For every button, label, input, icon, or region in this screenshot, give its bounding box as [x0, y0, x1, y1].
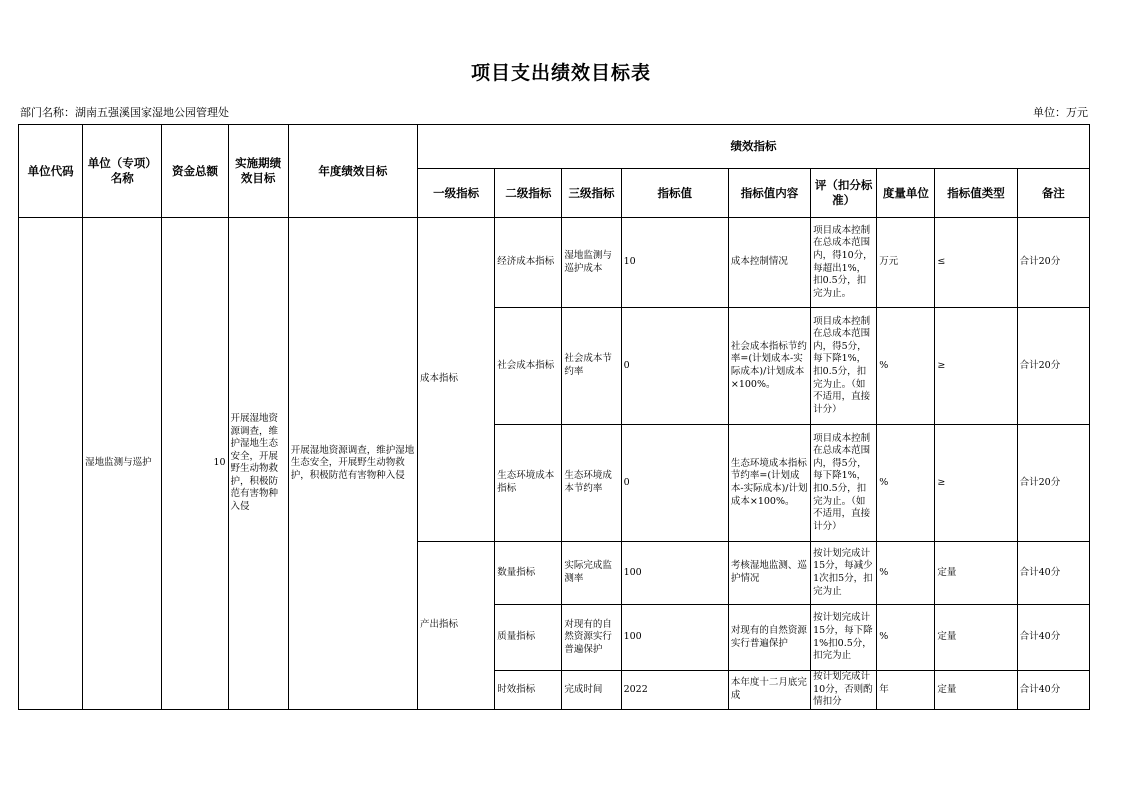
remark-cell: 合计40分 — [1017, 671, 1089, 710]
level2-cell: 质量指标 — [495, 605, 562, 671]
content-cell: 对现有的自然资源实行普遍保护 — [728, 605, 810, 671]
header-level3: 三级指标 — [562, 169, 621, 218]
header-total-funds: 资金总额 — [162, 125, 228, 218]
remark-cell: 合计40分 — [1017, 542, 1089, 605]
level2-cell: 经济成本指标 — [495, 218, 562, 308]
header-unit-measure: 度量单位 — [877, 169, 935, 218]
level2-cell: 数量指标 — [495, 542, 562, 605]
value-type-cell: ≥ — [935, 425, 1017, 542]
header-performance-indicators: 绩效指标 — [418, 125, 1090, 169]
level3-cell: 生态环境成本节约率 — [562, 425, 621, 542]
value-cell: 100 — [621, 605, 728, 671]
scoring-cell: 项目成本控制在总成本范围内，得5分，每下降1%，扣0.5分，扣完为止。（如不适用，直接计分） — [811, 308, 877, 425]
header-remark: 备注 — [1017, 169, 1089, 218]
value-type-cell: ≤ — [935, 218, 1017, 308]
department-name: 部门名称：湖南五强溪国家湿地公园管理处 — [20, 106, 229, 119]
level3-cell: 湿地监测与巡护成本 — [562, 218, 621, 308]
value-cell: 100 — [621, 542, 728, 605]
unit-measure-cell: % — [877, 605, 935, 671]
level3-cell: 完成时间 — [562, 671, 621, 710]
header-unit-name: 单位（专项）名称 — [83, 125, 162, 218]
content-cell: 生态环境成本指标节约率=(计划成本-实际成本)/计划成本×100%。 — [728, 425, 810, 542]
remark-cell: 合计20分 — [1017, 308, 1089, 425]
level3-cell: 实际完成监测率 — [562, 542, 621, 605]
level2-cell: 生态环境成本指标 — [495, 425, 562, 542]
level2-cell: 时效指标 — [495, 671, 562, 710]
level3-cell: 社会成本节约率 — [562, 308, 621, 425]
performance-target-table — [18, 124, 1090, 710]
currency-unit: 单位：万元 — [1033, 106, 1088, 119]
value-type-cell: ≥ — [935, 308, 1017, 425]
value-cell: 2022 — [621, 671, 728, 710]
value-cell: 10 — [621, 218, 728, 308]
value-cell: 0 — [621, 425, 728, 542]
scoring-cell: 按计划完成计10分，否则酌情扣分 — [811, 671, 877, 710]
value-type-cell: 定量 — [935, 605, 1017, 671]
period-goal-cell: 开展湿地资源调查，维护湿地生态安全，开展野生动物救护，积极防范有害物种入侵 — [228, 218, 288, 710]
header-value: 指标值 — [621, 169, 728, 218]
unit-measure-cell: 万元 — [877, 218, 935, 308]
scoring-cell: 项目成本控制在总成本范围内，得10分，每超出1%，扣0.5分，扣完为止。 — [811, 218, 877, 308]
value-type-cell: 定量 — [935, 542, 1017, 605]
level2-cell: 社会成本指标 — [495, 308, 562, 425]
header-row-1 — [19, 125, 1090, 169]
header-value-type: 指标值类型 — [935, 169, 1017, 218]
content-cell: 考核湿地监测、巡护情况 — [728, 542, 810, 605]
header-unit-code: 单位代码 — [19, 125, 83, 218]
unit-measure-cell: % — [877, 542, 935, 605]
content-cell: 社会成本指标节约率=(计划成本-实际成本)/计划成本×100%。 — [728, 308, 810, 425]
level3-cell: 对现有的自然资源实行普遍保护 — [562, 605, 621, 671]
header-annual-goal: 年度绩效目标 — [288, 125, 417, 218]
header-period-goal: 实施期绩效目标 — [228, 125, 288, 218]
header-scoring: 评（扣分标准） — [811, 169, 877, 218]
content-cell: 本年度十二月底完成 — [728, 671, 810, 710]
remark-cell: 合计40分 — [1017, 605, 1089, 671]
scoring-cell: 按计划完成计15分，每减少1次扣5分，扣完为止 — [811, 542, 877, 605]
annual-goal-cell: 开展湿地资源调查，维护湿地生态安全，开展野生动物救护，积极防范有害物种入侵 — [288, 218, 417, 710]
unit-measure-cell: % — [877, 425, 935, 542]
unit-code-cell — [19, 218, 83, 710]
unit-measure-cell: 年 — [877, 671, 935, 710]
value-cell: 0 — [621, 308, 728, 425]
header-level1: 一级指标 — [418, 169, 495, 218]
level1-cost-cell: 成本指标 — [418, 218, 495, 542]
project-name-cell: 湿地监测与巡护 — [83, 218, 162, 710]
header-level2: 二级指标 — [495, 169, 562, 218]
unit-measure-cell: % — [877, 308, 935, 425]
value-type-cell: 定量 — [935, 671, 1017, 710]
scoring-cell: 项目成本控制在总成本范围内，得5分，每下降1%，扣0.5分，扣完为止。（如不适用，直接计分） — [811, 425, 877, 542]
content-cell: 成本控制情况 — [728, 218, 810, 308]
remark-cell: 合计20分 — [1017, 218, 1089, 308]
header-content: 指标值内容 — [728, 169, 810, 218]
table-row — [19, 218, 1090, 308]
total-funds-cell: 10 — [162, 218, 228, 710]
page-title: 项目支出绩效目标表 — [470, 62, 651, 84]
scoring-cell: 按计划完成计15分，每下降1%扣0.5分，扣完为止 — [811, 605, 877, 671]
level1-output-cell: 产出指标 — [418, 542, 495, 710]
remark-cell: 合计20分 — [1017, 425, 1089, 542]
